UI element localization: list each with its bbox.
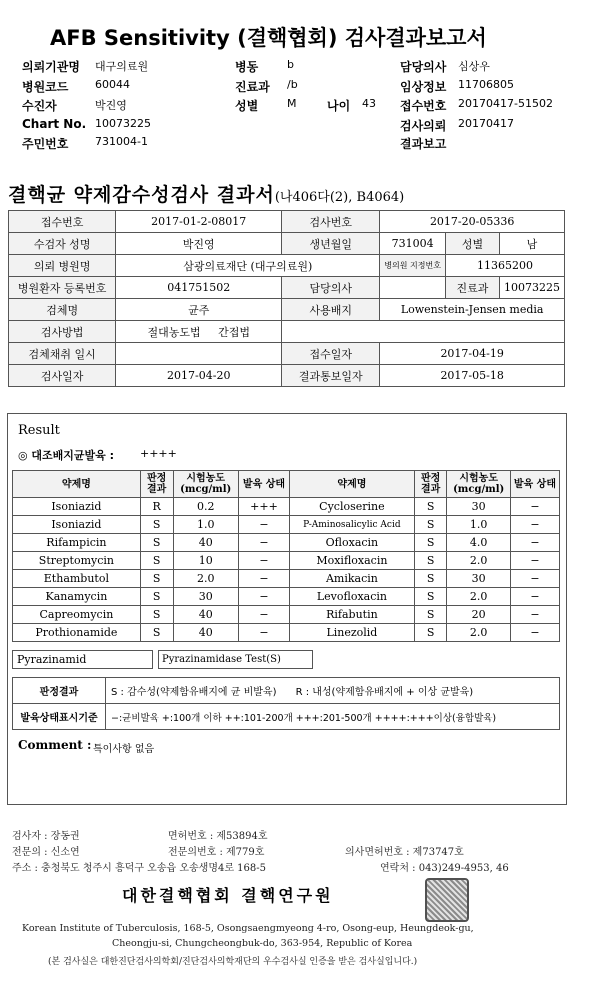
info-value: 2017-01-2-08017 bbox=[116, 211, 282, 233]
drug-conc: 4.0 bbox=[447, 534, 510, 552]
info-value bbox=[380, 277, 446, 299]
drug-growth: − bbox=[238, 534, 289, 552]
hosp-code-label: 병원코드 bbox=[22, 80, 69, 94]
drug-conc: 30 bbox=[447, 498, 510, 516]
drug-judge: S bbox=[140, 606, 173, 624]
info-label: 접수번호 bbox=[9, 211, 116, 233]
info-label: 검사번호 bbox=[282, 211, 380, 233]
drug-judge: S bbox=[140, 534, 173, 552]
drug-name: Amikacin bbox=[290, 570, 415, 588]
drug-row bbox=[13, 534, 560, 552]
info-value: 박진영 bbox=[116, 233, 282, 255]
chart-no-value: 10073225 bbox=[95, 117, 151, 130]
info-value: 2017-04-20 bbox=[116, 365, 282, 387]
drug-name: Linezolid bbox=[290, 624, 415, 642]
doctor-value: 심상우 bbox=[458, 60, 490, 73]
info-label: 검사일자 bbox=[9, 365, 116, 387]
col-drug: 약제명 bbox=[290, 471, 415, 498]
drug-growth: − bbox=[510, 534, 559, 552]
drug-judge: S bbox=[414, 570, 447, 588]
request-date-value: 20170417 bbox=[458, 117, 514, 130]
pza-result: Pyrazinamidase Test(S) bbox=[158, 650, 313, 669]
info-label: 검사방법 bbox=[9, 321, 116, 343]
drug-judge: S bbox=[414, 588, 447, 606]
certification-note: (본 검사실은 대한진단검사의학회/진단검사의학재단의 우수검사실 인증을 받은 검사실입니다.) bbox=[48, 957, 418, 967]
drug-row bbox=[13, 516, 560, 534]
drug-conc: 40 bbox=[173, 606, 238, 624]
info-label: 검체명 bbox=[9, 299, 116, 321]
sex-value: M bbox=[287, 97, 297, 110]
drug-name: Cycloserine bbox=[290, 498, 415, 516]
info-label: 병원환자 등록번호 bbox=[9, 277, 116, 299]
col-conc: 시험농도 (mcg/ml) bbox=[447, 471, 510, 498]
inst-value: 대구의료원 bbox=[95, 60, 149, 73]
drug-name: Prothionamide bbox=[13, 624, 141, 642]
specialist: 전문의 : 신소연 bbox=[12, 847, 80, 858]
drug-growth: +++ bbox=[238, 498, 289, 516]
drug-judge: S bbox=[140, 570, 173, 588]
drug-growth: − bbox=[510, 516, 559, 534]
drug-name: Levofloxacin bbox=[290, 588, 415, 606]
drug-row bbox=[13, 606, 560, 624]
drug-judge: S bbox=[414, 516, 447, 534]
col-drug: 약제명 bbox=[13, 471, 141, 498]
info-label: 진료과 bbox=[445, 277, 499, 299]
growth-value: ++++ bbox=[140, 447, 177, 460]
dept-label: 진료과 bbox=[235, 80, 270, 94]
info-value: 2017-05-18 bbox=[380, 365, 565, 387]
info-value: 731004 bbox=[380, 233, 446, 255]
info-value: 11365200 bbox=[445, 255, 564, 277]
drug-row bbox=[13, 498, 560, 516]
col-judge: 판정 결과 bbox=[140, 471, 173, 498]
drug-growth: − bbox=[238, 624, 289, 642]
sheet-title-main: 결핵균 약제감수성검사 결과서 bbox=[8, 184, 275, 206]
info-value: 10073225 bbox=[499, 277, 564, 299]
examiner: 검사자 : 장동권 bbox=[12, 831, 80, 842]
drug-growth: − bbox=[510, 624, 559, 642]
method-1: 절대농도법 bbox=[147, 325, 201, 339]
org-name-kr: 대한결핵협회 결핵연구원 bbox=[122, 886, 334, 905]
drug-growth: − bbox=[510, 498, 559, 516]
drug-table bbox=[12, 470, 560, 642]
drug-name: P-Aminosalicylic Acid bbox=[290, 516, 415, 534]
drug-judge: S bbox=[140, 516, 173, 534]
drug-conc: 10 bbox=[173, 552, 238, 570]
col-judge: 판정 결과 bbox=[414, 471, 447, 498]
rrn-value: 731004-1 bbox=[95, 135, 148, 148]
drug-judge: S bbox=[414, 552, 447, 570]
drug-conc: 2.0 bbox=[447, 588, 510, 606]
report-title: AFB Sensitivity (결핵협회) 검사결과보고서 bbox=[50, 26, 487, 50]
drug-name: Streptomycin bbox=[13, 552, 141, 570]
info-label: 사용배지 bbox=[282, 299, 380, 321]
drug-name: Ofloxacin bbox=[290, 534, 415, 552]
doctor-label: 담당의사 bbox=[400, 60, 447, 74]
age-label: 나이 bbox=[327, 99, 351, 113]
info-value: 2017-04-19 bbox=[380, 343, 565, 365]
info-label: 병의원 지정번호 bbox=[380, 255, 446, 277]
patient-name-value: 박진영 bbox=[95, 99, 127, 112]
drug-judge: S bbox=[140, 624, 173, 642]
info-label: 의뢰 병원명 bbox=[9, 255, 116, 277]
drug-row bbox=[13, 570, 560, 588]
examiner-license: 면허번호 : 제53894호 bbox=[168, 831, 268, 842]
pza-name: Pyrazinamid bbox=[12, 650, 153, 669]
drug-conc: 40 bbox=[173, 624, 238, 642]
drug-conc: 2.0 bbox=[447, 624, 510, 642]
clinical-value: 11706805 bbox=[458, 78, 514, 91]
drug-conc: 2.0 bbox=[447, 552, 510, 570]
drug-judge: S bbox=[414, 498, 447, 516]
drug-judge: S bbox=[140, 588, 173, 606]
drug-name: Isoniazid bbox=[13, 498, 141, 516]
receipt-value: 20170417-51502 bbox=[458, 97, 553, 110]
drug-conc: 1.0 bbox=[447, 516, 510, 534]
drug-conc: 30 bbox=[447, 570, 510, 588]
info-label: 결과통보일자 bbox=[282, 365, 380, 387]
info-label: 생년월일 bbox=[282, 233, 380, 255]
legend-judge-label: 판정결과 bbox=[13, 678, 106, 704]
legend-judge-values bbox=[106, 678, 560, 704]
ward-label: 병동 bbox=[235, 60, 259, 74]
drug-growth: − bbox=[238, 516, 289, 534]
clinical-label: 임상정보 bbox=[400, 80, 447, 94]
info-label: 검체채취 일시 bbox=[9, 343, 116, 365]
sheet-title bbox=[8, 180, 404, 207]
inst-label: 의뢰기관명 bbox=[22, 60, 80, 74]
info-value: 2017-20-05336 bbox=[380, 211, 565, 233]
drug-row bbox=[13, 552, 560, 570]
growth-label: ◎ 대조배지균발육 : bbox=[18, 449, 115, 462]
contact: 연락처 : 043)249-4953, 46 bbox=[380, 863, 509, 874]
drug-growth: − bbox=[510, 570, 559, 588]
request-date-label: 검사의뢰 bbox=[400, 119, 447, 133]
report-label: 결과보고 bbox=[400, 137, 447, 151]
drug-growth: − bbox=[238, 606, 289, 624]
info-label: 담당의사 bbox=[282, 277, 380, 299]
drug-name: Isoniazid bbox=[13, 516, 141, 534]
comment-label: Comment : bbox=[18, 738, 92, 752]
legend-table bbox=[12, 677, 560, 730]
legend-s: S : 감수성(약제함유배지에 균 비발육) bbox=[111, 687, 277, 698]
chart-no-label: Chart No. bbox=[22, 117, 87, 131]
drug-conc: 0.2 bbox=[173, 498, 238, 516]
info-value: 균주 bbox=[116, 299, 282, 321]
info-table bbox=[8, 210, 565, 387]
sex-label: 성별 bbox=[235, 99, 259, 113]
drug-name: Kanamycin bbox=[13, 588, 141, 606]
info-value: 남 bbox=[499, 233, 564, 255]
org-address-en-2: Cheongju-si, Chungcheongbuk-do, 363-954, Republic of Korea bbox=[112, 938, 413, 949]
drug-judge: S bbox=[414, 534, 447, 552]
legend-growth-label: 발육상태표시기준 bbox=[13, 704, 106, 730]
drug-growth: − bbox=[238, 570, 289, 588]
drug-name: Rifabutin bbox=[290, 606, 415, 624]
address: 주소 : 충청북도 청주시 흥덕구 오송읍 오송생명4로 168-5 bbox=[12, 863, 267, 874]
drug-name: Capreomycin bbox=[13, 606, 141, 624]
method-2: 간접법 bbox=[218, 325, 250, 339]
drug-judge: S bbox=[414, 606, 447, 624]
drug-growth: − bbox=[510, 588, 559, 606]
drug-growth: − bbox=[238, 588, 289, 606]
drug-conc: 20 bbox=[447, 606, 510, 624]
legend-growth-text: −:균비발육 +:100개 이하 ++:101-200개 +++:201-500개 ++++:+++이상(융합발육) bbox=[106, 704, 560, 730]
info-value bbox=[116, 343, 282, 365]
info-label: 수검자 성명 bbox=[9, 233, 116, 255]
comment-value: 특이사항 없음 bbox=[93, 744, 155, 755]
rrn-label: 주민번호 bbox=[22, 137, 69, 151]
dept-value: /b bbox=[287, 78, 298, 91]
legend-r: R : 내성(약제함유배지에 + 이상 균발육) bbox=[295, 687, 474, 698]
drug-conc: 30 bbox=[173, 588, 238, 606]
drug-name: Ethambutol bbox=[13, 570, 141, 588]
org-address-en-1: Korean Institute of Tuberculosis, 168-5, Osongsaengmyeong 4-ro, Osong-eup, Heungdeok-gu, bbox=[22, 923, 474, 934]
drug-judge: S bbox=[140, 552, 173, 570]
patient-name-label: 수진자 bbox=[22, 99, 57, 113]
drug-conc: 1.0 bbox=[173, 516, 238, 534]
institution-seal bbox=[425, 878, 469, 922]
result-title: Result bbox=[18, 423, 60, 438]
drug-growth: − bbox=[510, 606, 559, 624]
ward-value: b bbox=[287, 58, 294, 71]
age-value: 43 bbox=[362, 97, 376, 110]
drug-growth: − bbox=[238, 552, 289, 570]
specialist-number: 전문의번호 : 제779호 bbox=[168, 847, 265, 858]
info-label: 접수일자 bbox=[282, 343, 380, 365]
drug-conc: 2.0 bbox=[173, 570, 238, 588]
drug-growth: − bbox=[510, 552, 559, 570]
info-value: 041751502 bbox=[116, 277, 282, 299]
info-value bbox=[116, 321, 282, 343]
drug-row bbox=[13, 588, 560, 606]
drug-name: Rifampicin bbox=[13, 534, 141, 552]
drug-conc: 40 bbox=[173, 534, 238, 552]
info-value: Lowenstein-Jensen media bbox=[380, 299, 565, 321]
col-growth: 발육 상태 bbox=[510, 471, 559, 498]
receipt-label: 접수번호 bbox=[400, 99, 447, 113]
drug-judge: R bbox=[140, 498, 173, 516]
doctor-license: 의사면허번호 : 제73747호 bbox=[345, 847, 464, 858]
info-value: 삼광의료재단 (대구의료원) bbox=[116, 255, 380, 277]
col-growth: 발육 상태 bbox=[238, 471, 289, 498]
sheet-title-sub: (나406다(2), B4064) bbox=[274, 190, 405, 205]
hosp-code-value: 60044 bbox=[95, 78, 130, 91]
drug-name: Moxifloxacin bbox=[290, 552, 415, 570]
col-conc: 시험농도 (mcg/ml) bbox=[173, 471, 238, 498]
info-empty bbox=[282, 321, 565, 343]
drug-row bbox=[13, 624, 560, 642]
drug-judge: S bbox=[414, 624, 447, 642]
info-label: 성별 bbox=[445, 233, 499, 255]
